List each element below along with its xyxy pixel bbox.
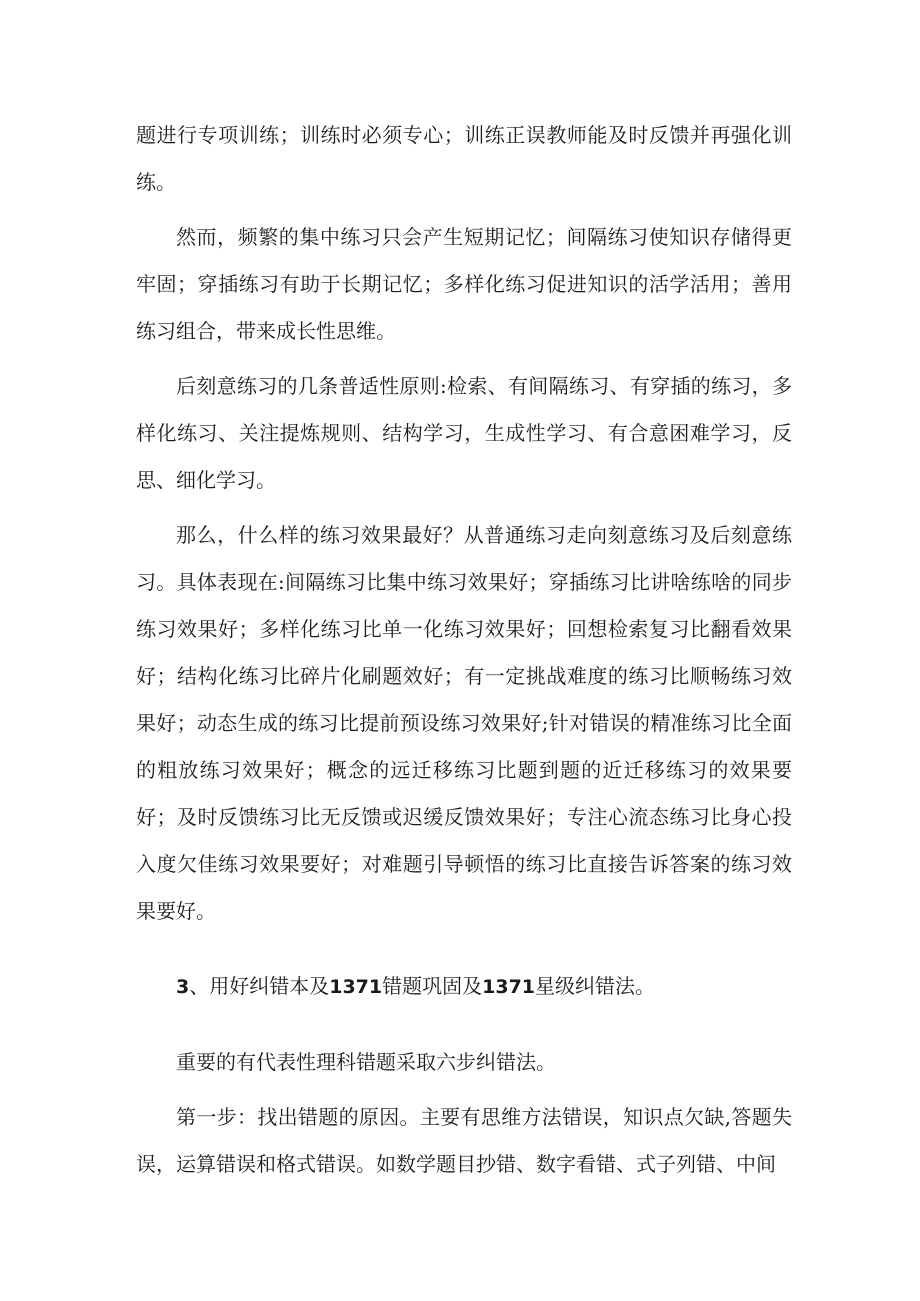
heading-text: 星级纠错法。 (535, 974, 656, 998)
heading-number: 3 (176, 976, 190, 998)
paragraph-gap (136, 504, 792, 512)
paragraph-six-steps: 重要的有代表性理科错题采取六步纠错法。 (176, 1050, 556, 1074)
heading-number: 1371 (329, 976, 383, 998)
heading-text: 、用好纠错本及 (189, 974, 330, 998)
section-gap (136, 1011, 792, 1039)
paragraph-principles: 后刻意练习的几条普适性原则:检索、有间隔练习、有穿插的练习，多样化练习、关注提炼规则、结构学习，生成性学习、有合意困难学习，反思、细化学习。 (136, 374, 792, 492)
paragraph-step-one: 第一步：找出错题的原因。主要有思维方法错误，知识点欠缺,答题失误，运算错误和格式错误。如数学题目抄错、数字看错、式子列错、中间 (136, 1105, 792, 1176)
paragraph-gap (136, 206, 792, 214)
paragraph-gap (136, 1086, 792, 1094)
heading-number: 1371 (482, 976, 536, 998)
section-heading (136, 963, 792, 1011)
paragraph-continued: 题进行专项训练；训练时必须专心；训练正误教师能及时反馈并再强化训练。 (136, 123, 792, 194)
paragraph-concentrated-practice: 然而，频繁的集中练习只会产生短期记忆；间隔练习使知识存储得更牢固；穿插练习有助于长期记忆；多样化练习促进知识的活学活用；善用练习组合，带来成长性思维。 (136, 225, 792, 343)
heading-text: 错题巩固及 (382, 974, 483, 998)
section-gap (136, 935, 792, 963)
paragraph-best-practice: 那么，什么样的练习效果最好？从普通练习走向刻意练习及后刻意练习。具体表现在:间隔练习比集中练习效果好；穿插练习比讲啥练啥的同步练习效果好；多样化练习比单一化练习效果好；回想检索复习比翻看效果好；结构化练习比碎片化刷题效好；有一定挑战难度的练习比顺畅练习效果好；动态生成的练习比提前预设练习效果好;针对错误的精准练习比全面的粗放练习效果好；概念的远迁移练习比题到题的近迁移练习的效果要好；及时反馈练习比无反馈或迟缓反馈效果好；专注心流态练习比身心投入度欠佳练习效果要好；对难题引导顿悟的练习比直接告诉答案的练习效果要好。 (136, 523, 792, 923)
document-body (136, 112, 792, 1188)
paragraph-gap (136, 355, 792, 363)
